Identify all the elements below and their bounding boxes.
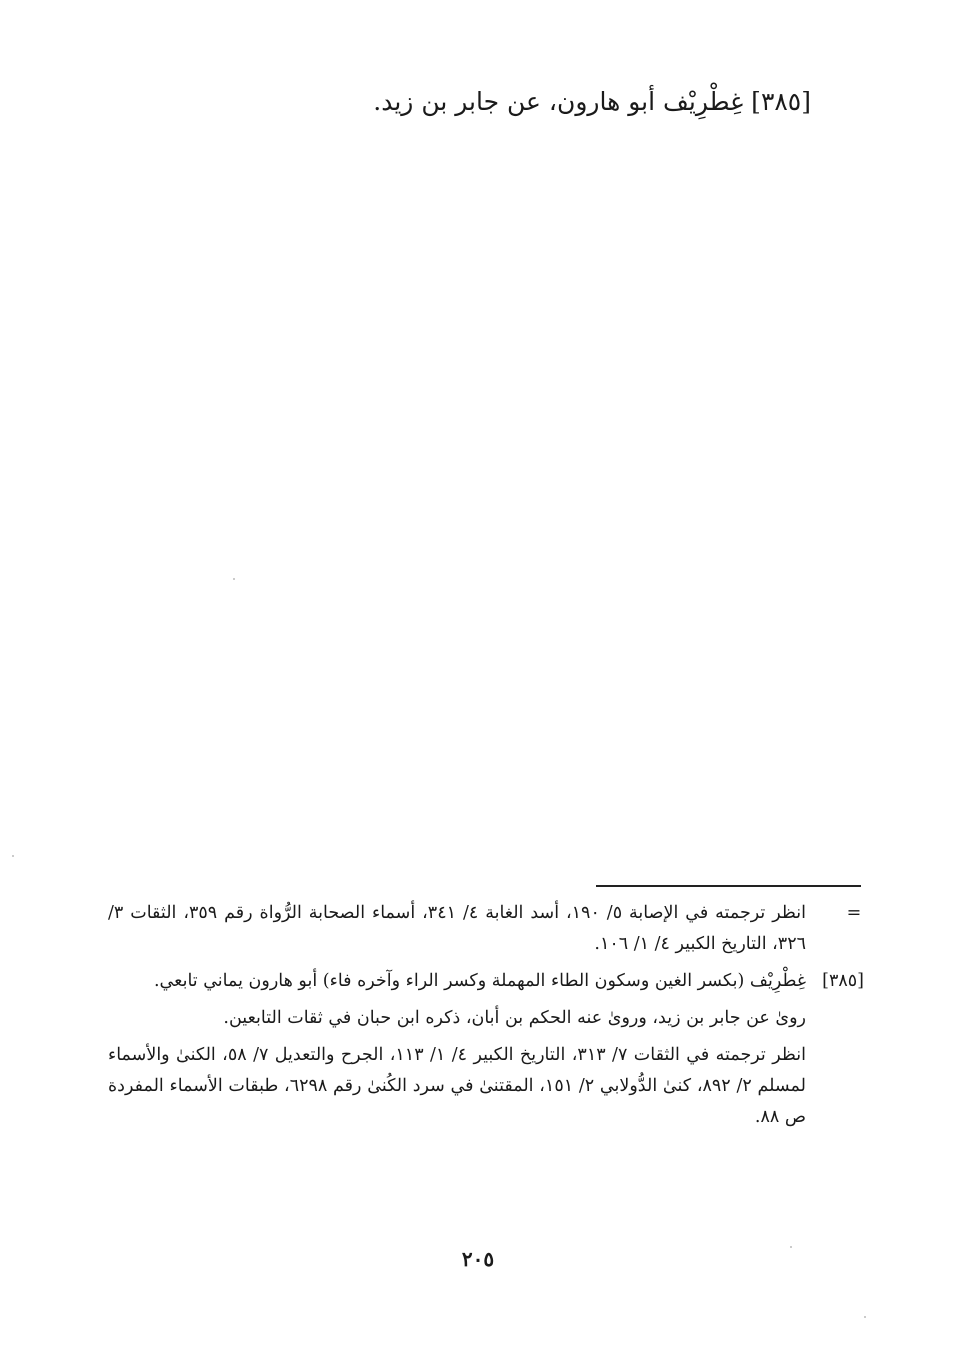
footnote-separator — [596, 885, 861, 887]
scan-speck — [790, 1246, 792, 1248]
footnote-paragraph: غِطْرِيْف (بكسر الغين وسكون الطاء المهملة وكسر الراء وآخره فاء) أبو هارون يماني تابعي. — [153, 971, 806, 991]
footnote-paragraph: انظر ترجمته في الثقات ٧/ ٣١٣، التاريخ الكبير ٤/ ١/ ١١٣، الجرح والتعديل ٧/ ٥٨، الكنىٰ والأسماء لمسلم ٢/ ٨٩٢، كنىٰ الدُّولابي ٢/ ١٥١، المقتنىٰ في سرد الكُنىٰ رقم ٦٢٩٨، طبقات الأسماء المفردة ص ٨٨. — [108, 1045, 806, 1127]
main-entry — [291, 82, 811, 122]
footnote-number: [٣٨٥] — [822, 971, 864, 991]
footnote-entry-385-narration — [108, 1003, 864, 1034]
entry-number: [٣٨٥] — [751, 87, 811, 116]
scan-speck — [12, 855, 14, 857]
footnote-paragraph: روىٰ عن جابر بن زيد، وروىٰ عنه الحكم بن أبان، ذكره ابن حبان في ثقات التابعين. — [223, 1008, 806, 1028]
footnote-entry-385-references — [108, 1040, 864, 1133]
scan-speck — [233, 578, 235, 580]
footnote-entry-385 — [108, 966, 864, 997]
page-number: ٢٠٥ — [461, 1247, 495, 1271]
continuation-marker: = — [846, 903, 862, 923]
entry-text: غِطْرِيْف أبو هارون، عن جابر بن زيد. — [373, 87, 744, 116]
footnote-text: انظر ترجمته في الإصابة ٥/ ١٩٠، أسد الغابة ٤/ ٣٤١، أسماء الصحابة الرُّواة رقم ٣٥٩، الثقات ٣/ ٣٢٦، التاريخ الكبير ٤/ ١/ ١٠٦. — [108, 903, 806, 954]
footnote-continuation — [108, 898, 864, 960]
footnotes — [108, 898, 864, 1139]
scan-speck — [864, 1316, 866, 1318]
